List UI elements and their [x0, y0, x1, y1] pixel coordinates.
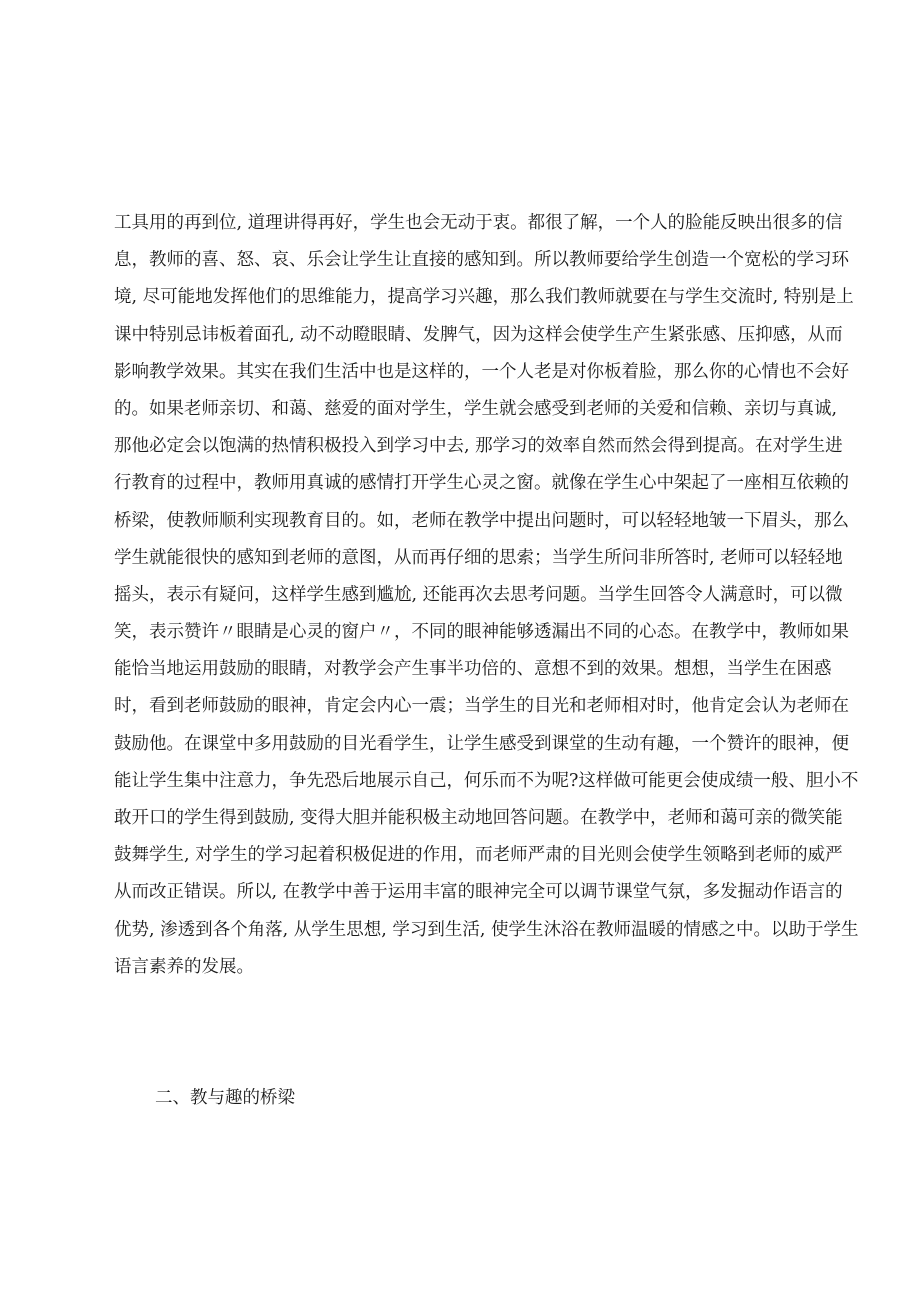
- paragraph-line: 能让学生集中注意力，争先恐后地展示自己，何乐而不为呢?这样做可能更会使成绩一般、胆小不: [114, 770, 859, 791]
- paragraph-line: 优势, 渗透到各个角落, 从学生思想, 学习到生活, 使学生沐浴在教师温暖的情感之中。以助于学生: [114, 919, 859, 940]
- paragraph-line: 那他必定会以饱满的热情积极投入到学习中去, 那学习的效率自然而然会得到提高。在对学生进: [114, 436, 843, 457]
- paragraph-line: 息，教师的喜、怒、哀、乐会让学生让直接的感知到。所以教师要给学生创造一个宽松的学习环: [114, 250, 849, 271]
- paragraph-line: 影响教学效果。其实在我们生活中也是这样的，一个人老是对你板着脸，那么你的心情也不会好: [114, 361, 849, 382]
- paragraph-line: 能恰当地运用鼓励的眼睛，对教学会产生事半功倍的、意想不到的效果。想想，当学生在困惑: [114, 659, 832, 680]
- paragraph-line: 鼓励他。在课堂中多用鼓励的目光看学生，让学生感受到课堂的生动有趣，一个赞许的眼神，便: [114, 733, 849, 754]
- section-heading: 二、教与趣的桥梁: [155, 1088, 295, 1108]
- paragraph-line: 敢开口的学生得到鼓励, 变得大胆并能积极主动地回答问题。在教学中，老师和蔼可亲的微笑能: [114, 808, 843, 828]
- paragraph-line: 工具用的再到位, 道理讲得再好，学生也会无动于衷。都很了解，一个人的脸能反映出很多的信: [114, 213, 843, 233]
- paragraph-line: 的。如果老师亲切、和蔼、慈爱的面对学生，学生就会感受到老师的关爱和信赖、亲切与真诚,: [114, 398, 838, 419]
- paragraph-line: 笑，表示赞许〃眼睛是心灵的窗户〃，不同的眼神能够透漏出不同的心态。在教学中，教师如果: [114, 622, 849, 643]
- paragraph-line: 时，看到老师鼓励的眼神，肯定会内心一震；当学生的目光和老师相对时，他肯定会认为老师在: [114, 696, 849, 717]
- paragraph-line: 从而改正错误。所以, 在教学中善于运用丰富的眼神完全可以调节课堂气氛，多发掘动作语言的: [114, 882, 843, 903]
- paragraph-line: 课中特别忌讳板着面孔, 动不动瞪眼睛、发脾气，因为这样会使学生产生紧张感、压抑感，从而: [114, 324, 843, 345]
- paragraph-line: 鼓舞学生, 对学生的学习起着积极促进的作用，而老师严肃的目光则会使学生领略到老师的威严: [114, 845, 843, 866]
- paragraph-line: 境, 尽可能地发挥他们的思维能力，提高学习兴趣，那么我们教师就要在与学生交流时, 特别是上: [114, 287, 854, 308]
- paragraph-line: 学生就能很快的感知到老师的意图，从而再仔细的思索；当学生所问非所答时, 老师可以轻轻地: [114, 547, 843, 568]
- paragraph-line: 桥梁，使教师顺利实现教育目的。如，老师在教学中提出问题时，可以轻轻地皱一下眉头，那么: [114, 510, 849, 531]
- body-paragraph: [114, 205, 859, 986]
- paragraph-line: 摇头，表示有疑问，这样学生感到尴尬, 还能再次去思考问题。当学生回答令人满意时，可以微: [114, 584, 843, 605]
- paragraph-line: 语言素养的发展。: [114, 956, 254, 977]
- paragraph-line: 行教育的过程中，教师用真诚的感情打开学生心灵之窗。就像在学生心中架起了一座相互依赖的: [114, 473, 849, 494]
